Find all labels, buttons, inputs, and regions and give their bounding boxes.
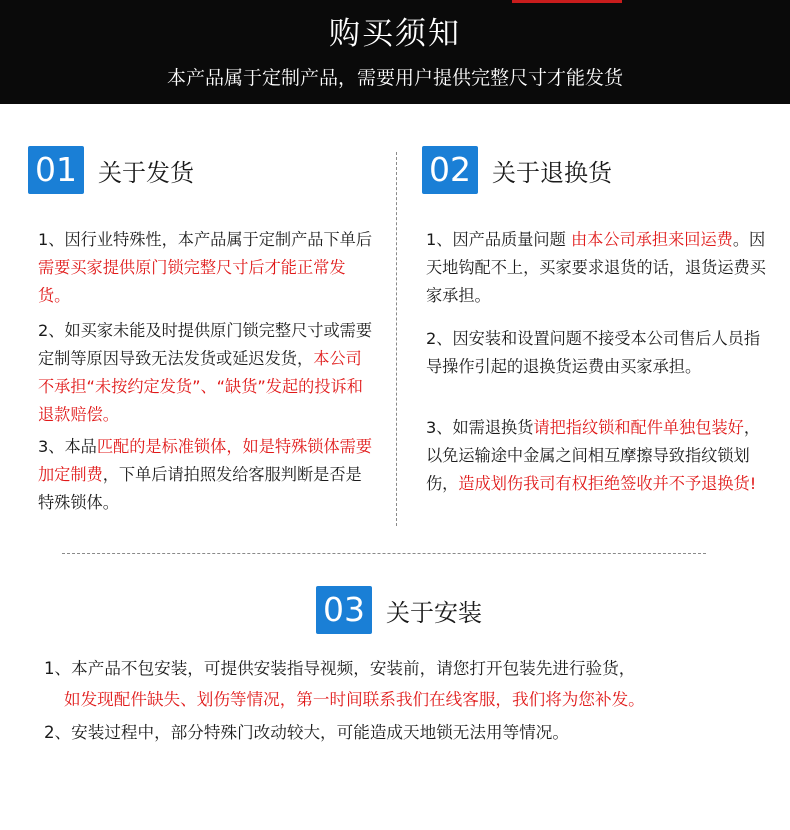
text-segment: 。因天地钩配不上，买家要求退货的话，退货运费买家承担。 <box>426 230 766 305</box>
header-banner <box>0 0 790 104</box>
section-heading-returns <box>422 146 612 194</box>
text-segment: 3、本品 <box>38 437 97 456</box>
section-heading-installation <box>316 586 482 634</box>
shipping-note-3 <box>38 433 376 517</box>
text-segment: 3、如需退换货 <box>426 418 534 437</box>
text-segment: 匹配的是标准锁体，如是特殊锁体需要加定制费 <box>38 437 373 484</box>
section-heading-shipping <box>28 146 194 194</box>
shipping-note-2 <box>38 317 376 429</box>
section-title: 关于安装 <box>386 598 482 627</box>
section-number-badge: 03 <box>316 586 372 634</box>
section-number-badge: 02 <box>422 146 478 194</box>
shipping-note-1 <box>38 226 376 310</box>
returns-note-1 <box>426 226 766 310</box>
text-segment: 1、因行业特殊性，本产品属于定制产品下单后 <box>38 230 373 249</box>
text-segment: ，下单后请拍照发给客服判断是否是特殊锁体。 <box>38 465 362 512</box>
returns-note-3 <box>426 414 766 498</box>
returns-note-2 <box>426 325 766 381</box>
text-segment: 2、因安装和设置问题不接受本公司售后人员指导操作引起的退换货运费由买家承担。 <box>426 329 761 376</box>
installation-note-2: 2、安装过程中，部分特殊门改动较大，可能造成天地锁无法用等情况。 <box>44 723 569 742</box>
installation-note-1: 1、本产品不包安装，可提供安装指导视频，安装前，请您打开包装先进行验货， <box>44 659 636 678</box>
section-number-badge: 01 <box>28 146 84 194</box>
section-divider <box>62 553 706 554</box>
text-segment: 由本公司承担来回运费 <box>570 230 733 249</box>
section-title: 关于退换货 <box>492 158 612 187</box>
text-segment: ，以免运输途中金属之间相互摩擦导致指纹锁划伤， <box>426 418 761 493</box>
column-divider <box>396 152 397 526</box>
text-segment: 本公司不承担“未按约定发货”、“缺货”发起的投诉和退款赔偿。 <box>38 349 363 424</box>
banner-accent-bar <box>512 0 622 3</box>
page-subtitle: 本产品属于定制产品，需要用户提供完整尺寸才能发货 <box>166 67 623 89</box>
text-segment: 1、因产品质量问题 <box>426 230 571 249</box>
text-segment: 2、如买家未能及时提供原门锁完整尺寸或需要定制等原因导致无法发货或延迟发货， <box>38 321 373 368</box>
installation-note-1-warning: 如发现配件缺失、划伤等情况，第一时间联系我们在线客服，我们将为您补发。 <box>64 690 645 709</box>
text-segment: 造成划伤我司有权拒绝签收并不予退换货! <box>458 474 757 493</box>
text-segment: 需要买家提供原门锁完整尺寸后才能正常发货。 <box>38 258 346 305</box>
section-title: 关于发货 <box>98 158 194 187</box>
page-title: 购买须知 <box>329 16 461 52</box>
text-segment: 请把指纹锁和配件单独包装好 <box>533 418 744 437</box>
